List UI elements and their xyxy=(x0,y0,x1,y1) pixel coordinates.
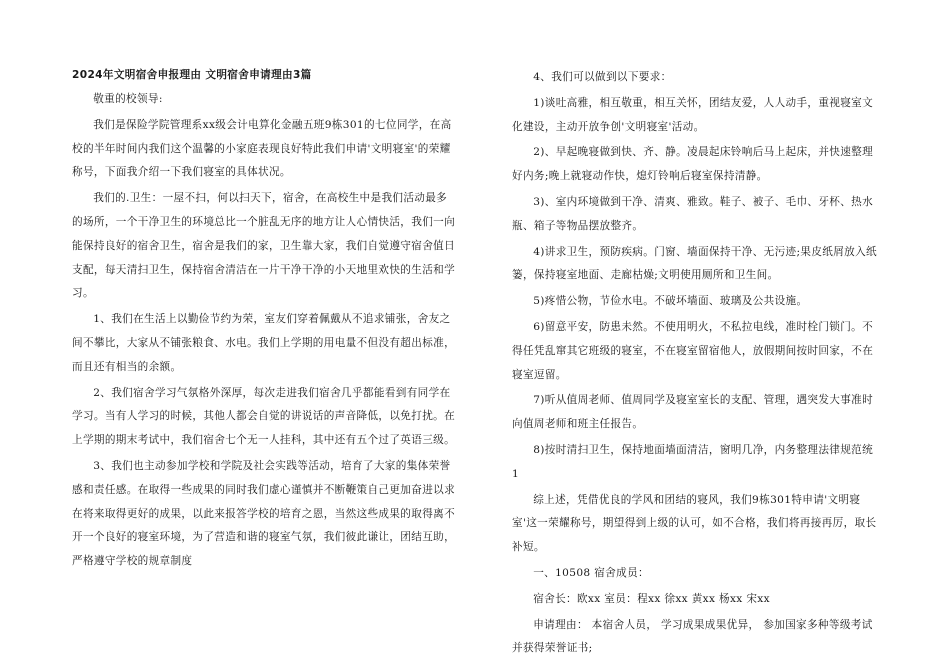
requirement-item-7: 7)听从值周老师、值周同学及寝室室长的支配、管理，遇突发大事准时向值周老师和班主任报告。 xyxy=(512,394,874,431)
requirements-heading: 4、我们可以做到以下要求： xyxy=(533,71,672,83)
paragraph-conclusion: 综上述，凭借优良的学风和团结的寝风，我们9栋301特申请'文明寝室'这一荣耀称号，期望得到上级的认可，如不合格，我们将再接再厉，取长补短。 xyxy=(512,493,877,554)
requirement-item-5: 5)疼惜公物，节俭水电。不破坏墙面、玻璃及公共设施。 xyxy=(533,295,808,308)
document-title: 2024年文明宿舍申报理由 文明宿舍申请理由3篇 xyxy=(72,69,312,81)
requirement-item-2: 2)、早起晚寝做到快、齐、静。凌晨起床铃响后马上起床，并快速整理好内务;晚上就寝动作快，熄灯铃响后寝室保持清静。 xyxy=(512,146,874,183)
requirement-item-4: 4)讲求卫生，预防疾病。门窗、墙面保持干净、无污迹;果皮纸屑放入纸篓，保持寝室地面、走廊枯燥;文明使用厕所和卫生间。 xyxy=(512,245,877,282)
application-reason: 申请理由： 本宿舍人员， 学习成果成果优异， 参加国家多种等级考试并获得荣誉证书; xyxy=(512,618,873,655)
section-heading-members: 一、10508 宿舍成员： xyxy=(533,566,649,579)
paragraph-hygiene: 我们的.卫生：一屋不扫，何以扫天下，宿舍，在高校生中是我们活动最多的场所，一个干净卫生的环境总比一个脏乱无序的地方让人心情快活，我们一向能保持良好的宿舍卫生，宿舍是我们的家，卫生靠大家，我们自觉遵守宿舍值日支配，每天清扫卫生，保持宿舍清洁在一片干净干净的小天地里欢快的生活和学习。 xyxy=(72,192,456,300)
requirement-item-6: 6)留意平安，防患未然。不使用明火，不私拉电线，准时栓门锁门。不得任凭乱窜其它班级的寝室，不在寝室留宿他人，放假期间按时回家，不在寝室逗留。 xyxy=(512,320,874,381)
salutation: 敬重的校领导: xyxy=(93,93,163,105)
requirement-item-1: 1)谈吐高雅，相互敬重，相互关怀，团结友爱，人人动手，重视寝室文化建设，主动开放争创'文明寝室'活动。 xyxy=(512,96,874,133)
requirement-item-8: 8)按时清扫卫生，保持地面墙面清洁，窗明几净，内务整理法律规范统1 xyxy=(512,443,874,480)
paragraph-activities: 3、我们也主动参加学校和学院及社会实践等活动，培育了大家的集体荣誉感和责任感。在取得一些成果的同时我们虚心谨慎并不断鞭策自己更加奋进以求在将来取得更好的成果，以此来报答学校的培育之恩，当然这些成果的取得离不开一个良好的寝室环境，为了营造和谐的寝室气氛，我们彼此谦让，团结互助，严格遵守学校的规章制度 xyxy=(72,459,456,568)
requirement-item-3: 3)、室内环境做到干净、清爽、雅致。鞋子、被子、毛巾、牙杯、热水瓶、箱子等物品摆放整齐。 xyxy=(512,195,874,232)
paragraph-intro: 我们是保险学院管理系xx级会计电算化金融五班9栋301的七位同学，在高校的半年时间内我们这个温馨的小家庭表现良好特此我们申请'文明寝室'的荣耀称号，下面我介绍一下我们寝室的具体状况。 xyxy=(72,118,452,179)
members-line: 宿舍长：欧xx 室员：程xx 徐xx 黄xx 杨xx 宋xx xyxy=(533,592,770,605)
left-column xyxy=(72,66,458,576)
paragraph-study: 2、我们宿舍学习气氛格外深厚，每次走进我们宿舍几乎都能看到有同学在学习。当有人学习的时候，其他人都会自觉的讲说话的声音降低，以免打扰。在上学期的期末考试中，我们宿舍七个无一人挂科，其中还有五个过了英语三级。 xyxy=(72,386,456,447)
paragraph-frugality: 1、我们在生活上以勤俭节约为荣，室友们穿着佩戴从不追求铺张，舍友之间不攀比，大家从不铺张粮食、水电。我们上学期的用电量不但没有超出标准，而且还有相当的余额。 xyxy=(72,313,456,373)
right-column xyxy=(512,66,880,663)
